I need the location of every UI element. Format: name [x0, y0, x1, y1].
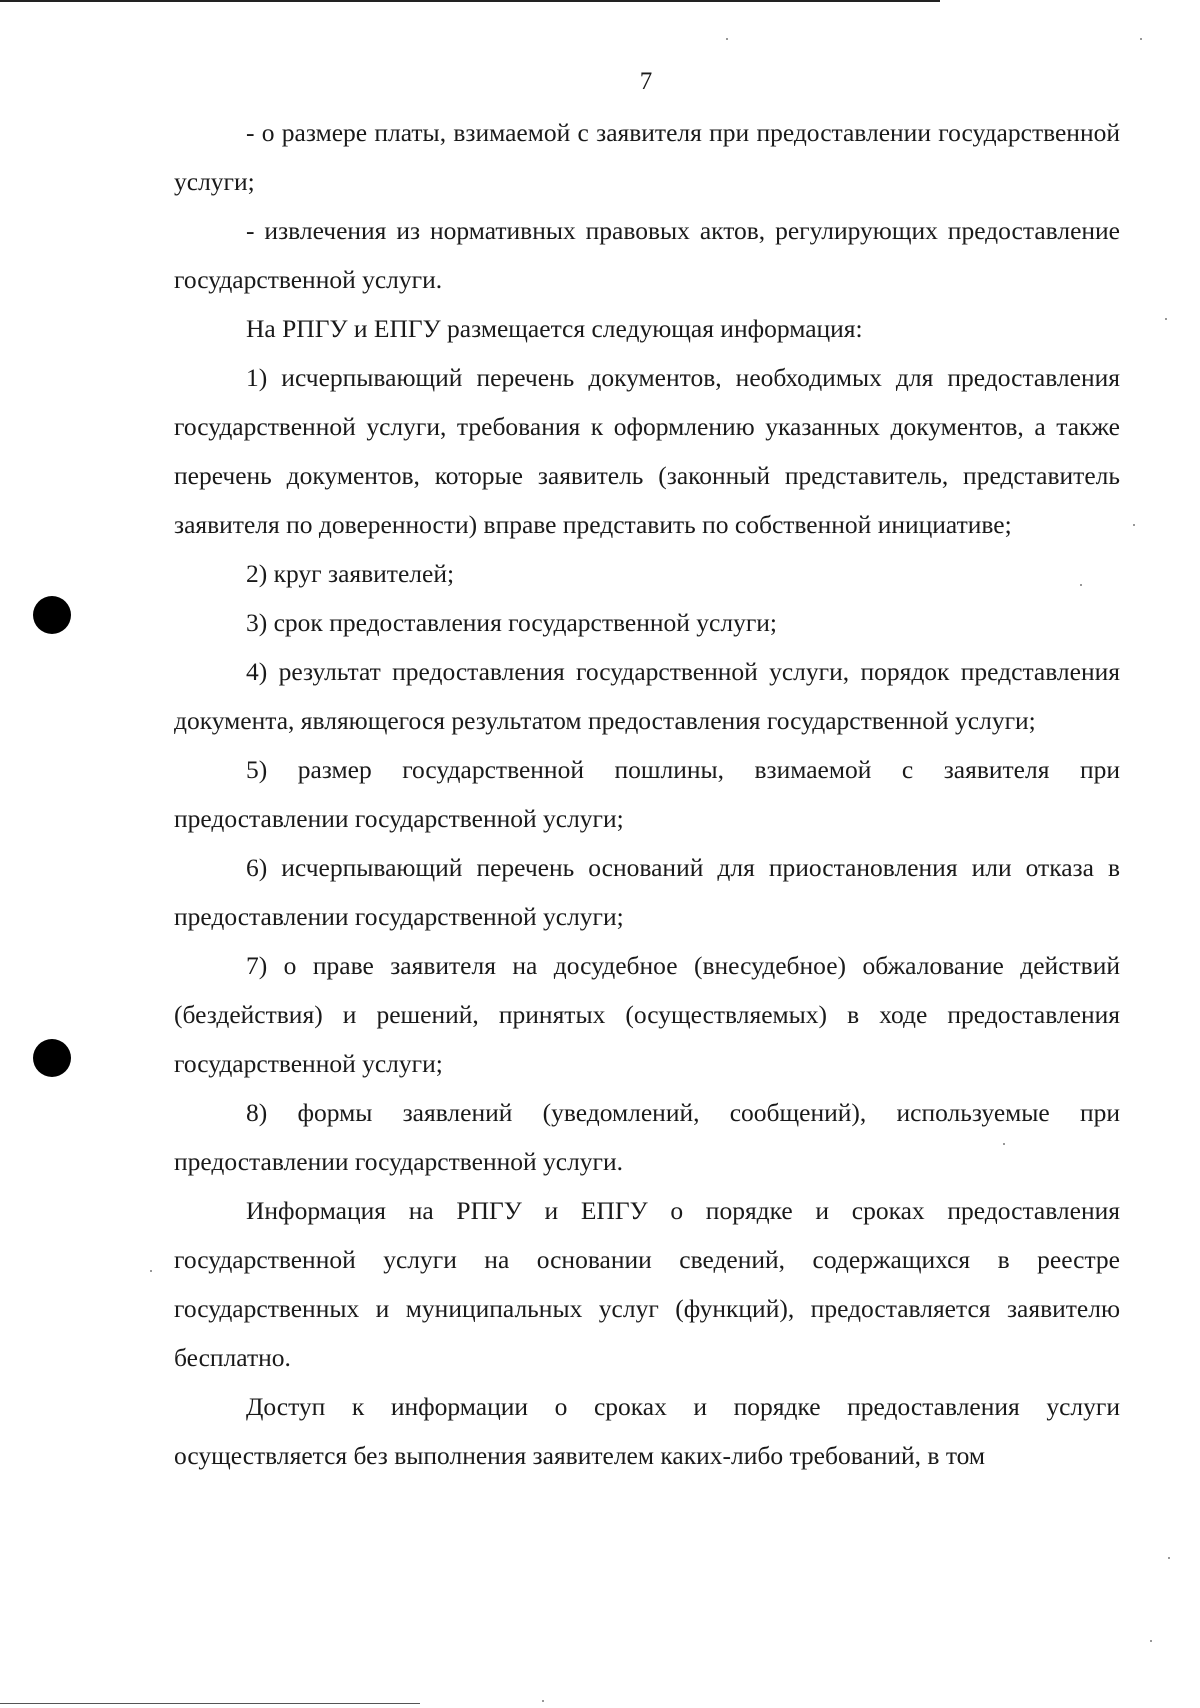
scan-edge-top — [0, 0, 940, 2]
list-item-result: 4) результат предоставления государственной услуги, порядок представления документа, являющегося результатом предоставления государственной услуги; — [174, 657, 1120, 735]
list-item-forms: 8) формы заявлений (уведомлений, сообщений), используемые при предоставлении государственной услуги. — [174, 1098, 1120, 1176]
scan-speck — [150, 1270, 152, 1272]
scan-speck — [1165, 318, 1167, 320]
paragraph-fee-info: - о размере платы, взимаемой с заявителя при предоставлении государственной услуги; — [174, 118, 1120, 196]
punch-hole-upper — [33, 596, 71, 634]
list-item-applicants: 2) круг заявителей; — [246, 559, 455, 588]
list-item-deadline: 3) срок предоставления государственной услуги; — [246, 608, 778, 637]
scan-speck — [1003, 1143, 1005, 1145]
scan-speck — [1168, 1557, 1170, 1559]
scan-edge-bottom — [0, 1703, 420, 1704]
list-item-grounds: 6) исчерпывающий перечень оснований для приостановления или отказа в предоставлении государственной услуги; — [174, 853, 1120, 931]
document-body — [174, 108, 1120, 1480]
scan-speck — [726, 38, 728, 40]
list-item-duty: 5) размер государственной пошлины, взимаемой с заявителя при предоставлении государственной услуги; — [174, 755, 1120, 833]
paragraph-portal-intro: На РПГУ и ЕПГУ размещается следующая информация: — [246, 314, 863, 343]
paragraph-access: Доступ к информации о сроках и порядке предоставления услуги осуществляется без выполнения заявителем каких-либо требований, в том — [174, 1392, 1120, 1470]
list-item-appeal: 7) о праве заявителя на досудебное (внесудебное) обжалование действий (бездействия) и решений, принятых (осуществляемых) в ходе предоставления государственной услуги; — [174, 951, 1120, 1078]
scan-speck — [1150, 1640, 1152, 1642]
paragraph-free-info: Информация на РПГУ и ЕПГУ о порядке и сроках предоставления государственной услуги на основании сведений, содержащихся в реестре государственных и муниципальных услуг (функций), предоставляется заявителю бесплатно. — [174, 1196, 1120, 1372]
punch-hole-lower — [33, 1039, 71, 1077]
scan-speck — [542, 1700, 544, 1702]
paragraph-legal-extracts: - извлечения из нормативных правовых актов, регулирующих предоставление государственной услуги. — [174, 216, 1120, 294]
page-number: 7 — [639, 68, 653, 95]
scan-speck — [1080, 584, 1082, 586]
scan-speck — [1140, 38, 1142, 40]
scan-speck — [1133, 524, 1135, 526]
list-item-documents: 1) исчерпывающий перечень документов, необходимых для предоставления государственной услуги, требования к оформлению указанных документов, а также перечень документов, которые заявитель (законный представитель, представитель заявителя по доверенности) вправе представить по собственной инициативе; — [174, 363, 1120, 539]
